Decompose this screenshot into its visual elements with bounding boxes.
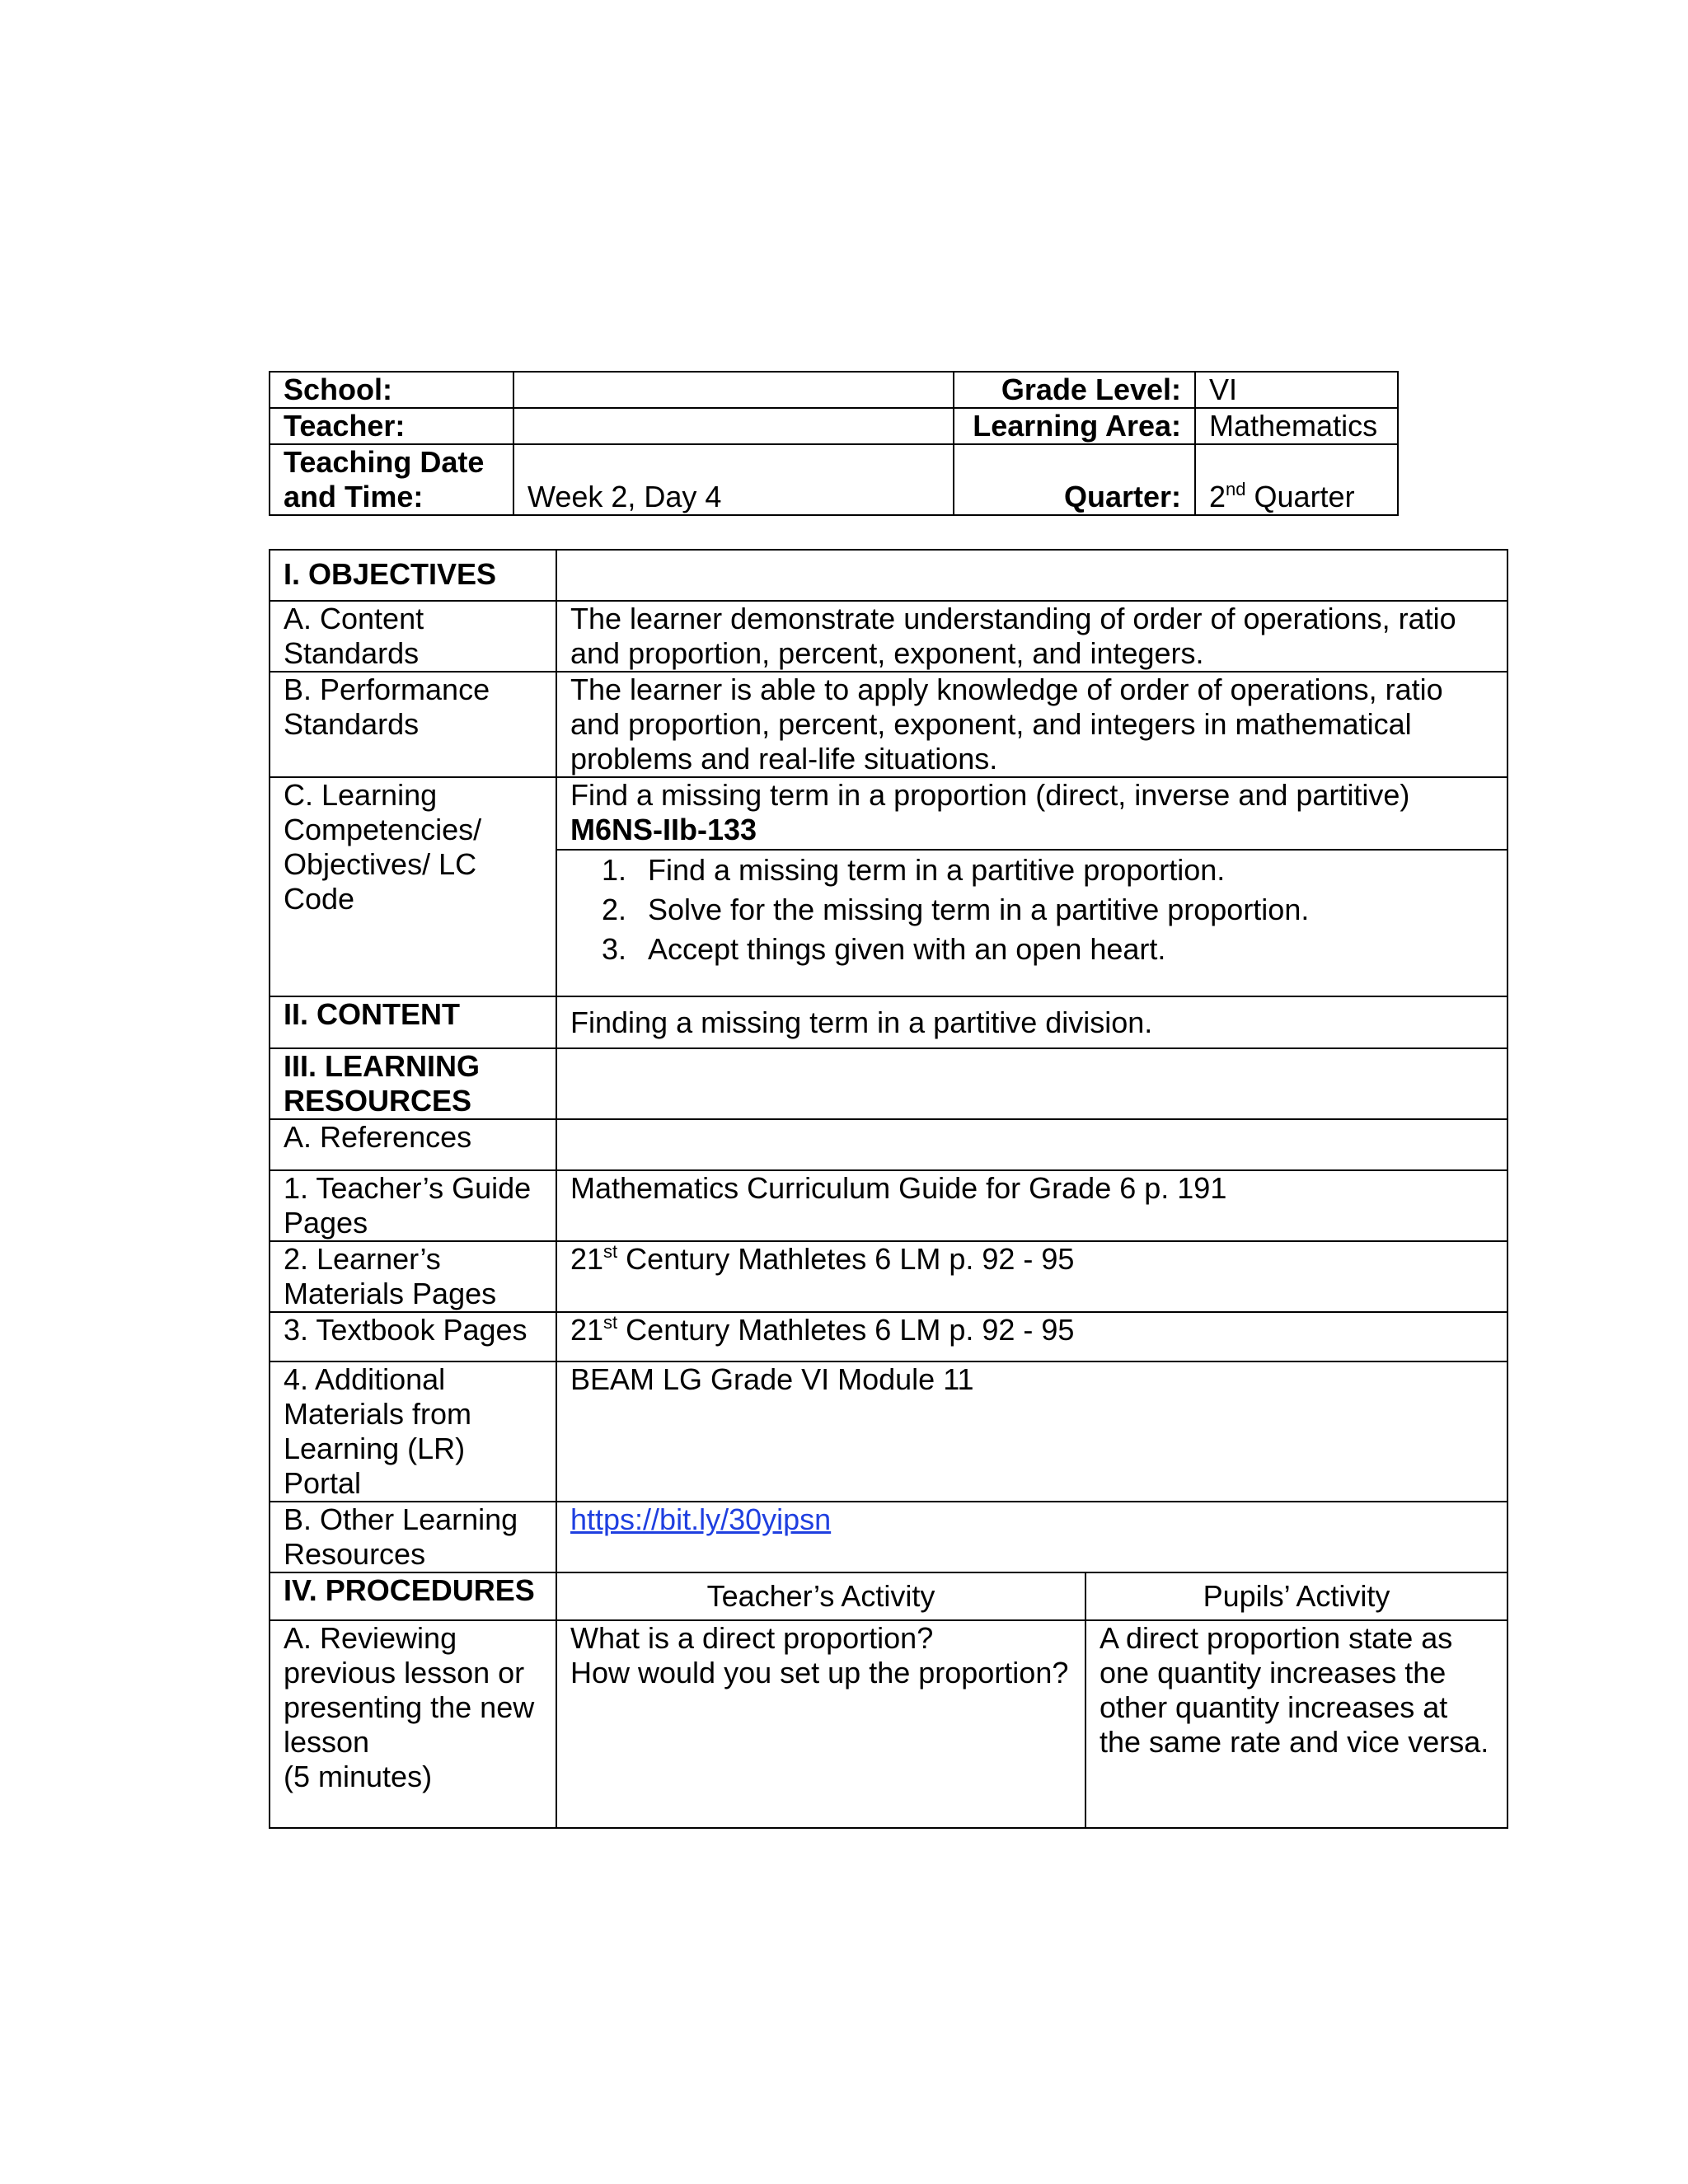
date-row: [270, 444, 1398, 515]
competencies-text: Find a missing term in a proportion (direct, inverse and partitive): [570, 778, 1410, 812]
objective-item-1: 1. Find a missing term in a partitive proportion.: [635, 851, 1493, 890]
date-value: Week 2, Day 4: [513, 444, 954, 515]
area-value: Mathematics: [1195, 408, 1398, 444]
lm-number: 21: [570, 1242, 604, 1276]
reviewing-duration: (5 minutes): [284, 1760, 433, 1793]
lm-rest: Century Mathletes 6 LM p. 92 - 95: [617, 1242, 1075, 1276]
objectives-heading: I. OBJECTIVES: [270, 550, 556, 601]
lm-ordinal: st: [603, 1241, 618, 1262]
references-empty: [556, 1119, 1507, 1170]
grade-value: VI: [1195, 372, 1398, 408]
content-standards-label: A. Content Standards: [270, 601, 556, 672]
lesson-plan-table: [269, 549, 1508, 1829]
teacher-question-2: How would you set up the proportion?: [570, 1656, 1069, 1690]
header-table: [269, 371, 1399, 516]
school-label: School:: [270, 372, 513, 408]
competencies-label: C. Learning Competencies/ Objectives/ LC Code: [270, 777, 556, 996]
reviewing-pupils-activity: A direct proportion state as one quantity increases the other quantity increases at the same rate and vice versa.: [1085, 1620, 1507, 1828]
objective-item-2: 2. Solve for the missing term in a partitive proportion.: [635, 890, 1493, 930]
performance-standards-label: B. Performance Standards: [270, 672, 556, 777]
pupils-activity-header: Pupils’ Activity: [1085, 1572, 1507, 1620]
tb-rest: Century Mathletes 6 LM p. 92 - 95: [617, 1313, 1075, 1347]
learners-materials-text: [556, 1241, 1507, 1312]
content-standards-row: [270, 601, 1507, 672]
teacher-row: [270, 408, 1398, 444]
quarter-number: 2: [1209, 480, 1226, 513]
date-label-line-1: Teaching Date: [284, 445, 485, 479]
school-row: [270, 372, 1398, 408]
content-text: Finding a missing term in a partitive division.: [556, 996, 1507, 1048]
teacher-value: [513, 408, 954, 444]
competencies-row: [270, 777, 1507, 850]
procedures-heading: IV. PROCEDURES: [270, 1572, 556, 1620]
grade-label: Grade Level:: [954, 372, 1195, 408]
other-resources-link[interactable]: https://bit.ly/30yipsn: [570, 1502, 832, 1536]
other-resources-cell: [556, 1502, 1507, 1572]
textbook-text: [556, 1312, 1507, 1361]
date-label: [270, 444, 513, 515]
teacher-question-1: What is a direct proportion?: [570, 1621, 934, 1655]
references-label: A. References: [270, 1119, 556, 1170]
textbook-label: 3. Textbook Pages: [270, 1312, 556, 1361]
reviewing-row: [270, 1620, 1507, 1828]
other-resources-label: B. Other Learning Resources: [270, 1502, 556, 1572]
additional-materials-text: BEAM LG Grade VI Module 11: [556, 1361, 1507, 1502]
content-heading: II. CONTENT: [270, 996, 556, 1048]
resources-heading-empty: [556, 1048, 1507, 1119]
area-label: Learning Area:: [954, 408, 1195, 444]
other-resources-row: [270, 1502, 1507, 1572]
teachers-guide-row: [270, 1170, 1507, 1241]
quarter-ordinal: nd: [1226, 479, 1246, 499]
performance-standards-text: The learner is able to apply knowledge of order of operations, ratio and proportion, percent, exponent, and integers in mathematical problems and real-life situations.: [556, 672, 1507, 777]
tb-number: 21: [570, 1313, 604, 1347]
procedures-heading-row: [270, 1572, 1507, 1620]
quarter-text: Quarter: [1245, 480, 1355, 513]
content-row: [270, 996, 1507, 1048]
objective-item-3: 3. Accept things given with an open heart.: [635, 930, 1493, 969]
reviewing-teacher-activity: [556, 1620, 1085, 1828]
resources-heading: III. LEARNING RESOURCES: [270, 1048, 556, 1119]
teacher-activity-header: Teacher’s Activity: [556, 1572, 1085, 1620]
performance-standards-row: [270, 672, 1507, 777]
content-standards-text: The learner demonstrate understanding of order of operations, ratio and proportion, percent, exponent, and integers.: [556, 601, 1507, 672]
objectives-heading-row: [270, 550, 1507, 601]
objectives-list-cell: [556, 850, 1507, 996]
objectives-list: [570, 851, 1493, 969]
teachers-guide-text: Mathematics Curriculum Guide for Grade 6 p. 191: [556, 1170, 1507, 1241]
objectives-heading-empty: [556, 550, 1507, 601]
references-row: [270, 1119, 1507, 1170]
date-label-line-2: and Time:: [284, 480, 424, 513]
competencies-code: M6NS-IIb-133: [570, 813, 757, 846]
quarter-label: Quarter:: [954, 444, 1195, 515]
teacher-label: Teacher:: [270, 408, 513, 444]
teachers-guide-label: 1. Teacher’s Guide Pages: [270, 1170, 556, 1241]
competencies-cell: [556, 777, 1507, 850]
reviewing-label-text: A. Reviewing previous lesson or presenting the new lesson: [284, 1621, 535, 1759]
resources-heading-row: [270, 1048, 1507, 1119]
additional-materials-row: [270, 1361, 1507, 1502]
textbook-row: [270, 1312, 1507, 1361]
reviewing-label: [270, 1620, 556, 1828]
learners-materials-label: 2. Learner’s Materials Pages: [270, 1241, 556, 1312]
tb-ordinal: st: [603, 1312, 618, 1333]
additional-materials-label: 4. Additional Materials from Learning (LR) Portal: [270, 1361, 556, 1502]
learners-materials-row: [270, 1241, 1507, 1312]
quarter-value: [1195, 444, 1398, 515]
school-value: [513, 372, 954, 408]
